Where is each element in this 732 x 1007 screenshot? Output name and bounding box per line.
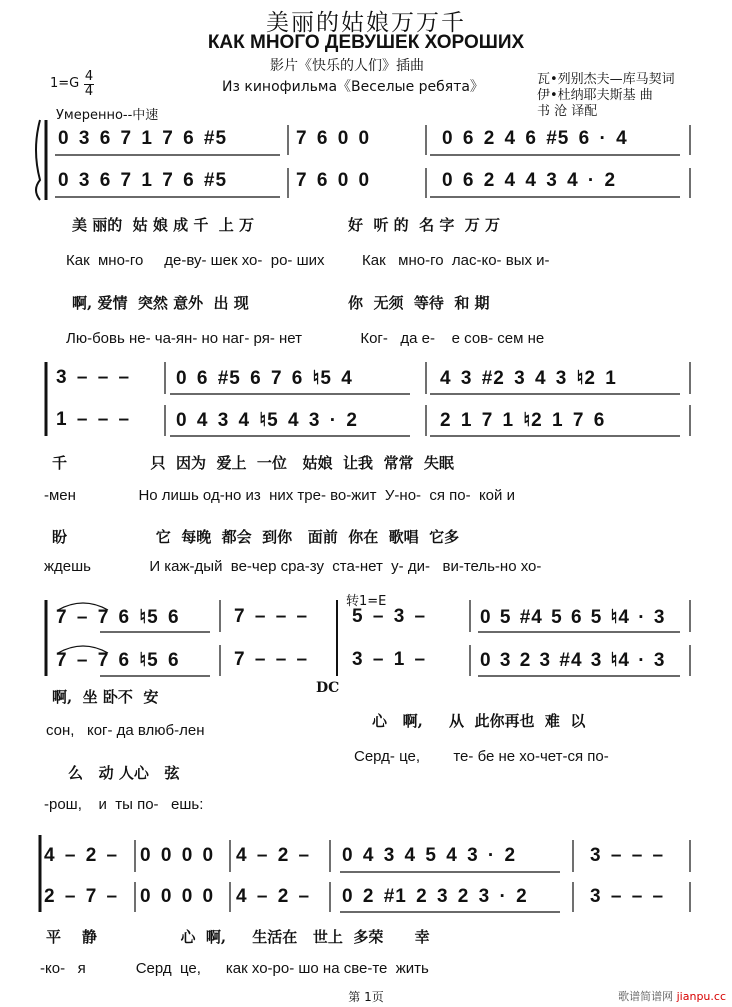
s2-r1-m1: 3 – – – bbox=[56, 367, 131, 388]
tempo-marking: Умеренно--中速 bbox=[56, 108, 159, 123]
s1-r1-m1: 0 3 6 7 1 7 6 #5 bbox=[58, 128, 228, 149]
s3-r1-m3: 5 – 3 – bbox=[352, 606, 427, 627]
s3-r2-m1: 7 – 7 6 ♮5 6 bbox=[56, 650, 180, 671]
subtitle-chinese: 影片《快乐的人们》插曲 bbox=[270, 58, 424, 74]
s3-lyric-ru-2: Серд- це, те- бе не хо-чет-ся по- bbox=[354, 748, 609, 765]
s2-r1-m3: 4 3 #2 3 4 3 ♮2 1 bbox=[440, 368, 617, 389]
s1-lyric-ru-2: Лю-бовь не- ча-ян- но наг- ря- нет Ког- да е- е сов- сем не bbox=[66, 330, 545, 347]
s3-r1-m2: 7 – – – bbox=[234, 606, 309, 627]
s4-r1-m1: 4 – 2 – bbox=[44, 845, 119, 866]
s4-lyric-ru-1: -ко- я Серд це, как хо-ро- шо на све-те жить bbox=[40, 960, 429, 977]
s4-r1-m2: 0 0 0 0 bbox=[140, 845, 215, 866]
s2-r2-m1: 1 – – – bbox=[56, 409, 131, 430]
s3-lyric-cn-2: 心 啊, 从 此你再也 难 以 bbox=[372, 712, 586, 730]
s1-r2-m3: 0 6 2 4 4 3 4 · 2 bbox=[442, 170, 617, 191]
title-chinese: 美丽的姑娘万万千 bbox=[266, 10, 466, 36]
s2-r2-m2: 0 4 3 4 ♮5 4 3 · 2 bbox=[176, 410, 358, 431]
time-signature-top: 4 bbox=[84, 69, 94, 84]
s1-r2-m1: 0 3 6 7 1 7 6 #5 bbox=[58, 170, 228, 191]
s2-r1-m2: 0 6 #5 6 7 6 ♮5 4 bbox=[176, 368, 353, 389]
s3-r1-m1: 7 – 7 6 ♮5 6 bbox=[56, 607, 180, 628]
credit-arrangement: 书 沧 译配 bbox=[537, 104, 598, 119]
key-signature: 1=G bbox=[50, 76, 80, 91]
s3-r2-m4: 0 3 2 3 #4 3 ♮4 · 3 bbox=[480, 650, 666, 671]
s1-lyric-ru-1: Как мно-го де-ву- шек хо- ро- ших Как мно-го лас-ко- вых и- bbox=[66, 252, 550, 269]
watermark-site: jianpu.cc bbox=[676, 990, 726, 1003]
s4-r2-m5: 3 – – – bbox=[590, 886, 665, 907]
time-signature-bottom: 4 bbox=[84, 84, 94, 99]
dc-marking: DC bbox=[316, 680, 340, 696]
watermark-cn: 歌谱简谱网 bbox=[618, 990, 674, 1003]
s3-r1-m4: 0 5 #4 5 6 5 ♮4 · 3 bbox=[480, 607, 666, 628]
s2-lyric-ru-1: -мен Но лишь од-но из них тре- во-жит У-но- ся по- кой и bbox=[44, 487, 515, 504]
credit-music: 伊•杜纳耶夫斯基 曲 bbox=[537, 88, 653, 103]
s3-r2-m3: 3 – 1 – bbox=[352, 649, 427, 670]
s4-r1-m3: 4 – 2 – bbox=[236, 845, 311, 866]
modulation-marking: 转1=E bbox=[346, 594, 387, 609]
s4-r2-m4: 0 2 #1 2 3 2 3 · 2 bbox=[342, 886, 528, 907]
s1-lyric-cn-2: 啊, 爱情 突然 意外 出 现 你 无须 等待 和 期 bbox=[72, 294, 490, 312]
credit-lyrics: 瓦•列别杰夫—库马契词 bbox=[537, 72, 675, 87]
s3-lyric-cn-1: 啊, 坐 卧不 安 bbox=[52, 688, 159, 706]
s4-r1-m4: 0 4 3 4 5 4 3 · 2 bbox=[342, 845, 517, 866]
s1-r1-m2: 7 6 0 0 bbox=[296, 128, 371, 149]
s4-lyric-cn-1: 平 静 心 啊, 生活在 世上 多荣 幸 bbox=[46, 928, 430, 946]
s4-r1-m5: 3 – – – bbox=[590, 845, 665, 866]
title-russian: КАК МНОГО ДЕВУШЕК ХОРОШИХ bbox=[207, 32, 525, 53]
s1-r2-m2: 7 6 0 0 bbox=[296, 170, 371, 191]
s4-r2-m1: 2 – 7 – bbox=[44, 886, 119, 907]
s2-r2-m3: 2 1 7 1 ♮2 1 7 6 bbox=[440, 410, 606, 431]
s2-lyric-cn-1: 千 只 因为 爱上 一位 姑娘 让我 常常 失眠 bbox=[52, 454, 454, 472]
s4-r2-m2: 0 0 0 0 bbox=[140, 886, 215, 907]
s2-lyric-cn-2: 盼 它 每晚 都会 到你 面前 你在 歌唱 它多 bbox=[52, 528, 460, 546]
s1-lyric-cn-1: 美 丽的 姑 娘 成 千 上 万 好 听 的 名 字 万 万 bbox=[72, 216, 500, 234]
watermark bbox=[618, 988, 726, 1004]
s3-lyric-ru-1: сон, ког- да влюб-лен bbox=[46, 722, 205, 739]
s2-lyric-ru-2: ждешь И каж-дый ве-чер сра-зу ста-нет у- ди- ви-тель-но хо- bbox=[44, 558, 542, 575]
s4-r2-m3: 4 – 2 – bbox=[236, 886, 311, 907]
s3-r2-m2: 7 – – – bbox=[234, 649, 309, 670]
s3-lyric-cn-3: 么 动 人心 弦 bbox=[68, 764, 180, 782]
page-number: 第 1页 bbox=[348, 990, 384, 1004]
subtitle-russian: Из кинофильма《Веселые ребята》 bbox=[222, 79, 484, 95]
s1-r1-m3: 0 6 2 4 6 #5 6 · 4 bbox=[442, 128, 628, 149]
s3-lyric-ru-3: -рош, и ты по- ешь: bbox=[44, 796, 204, 813]
